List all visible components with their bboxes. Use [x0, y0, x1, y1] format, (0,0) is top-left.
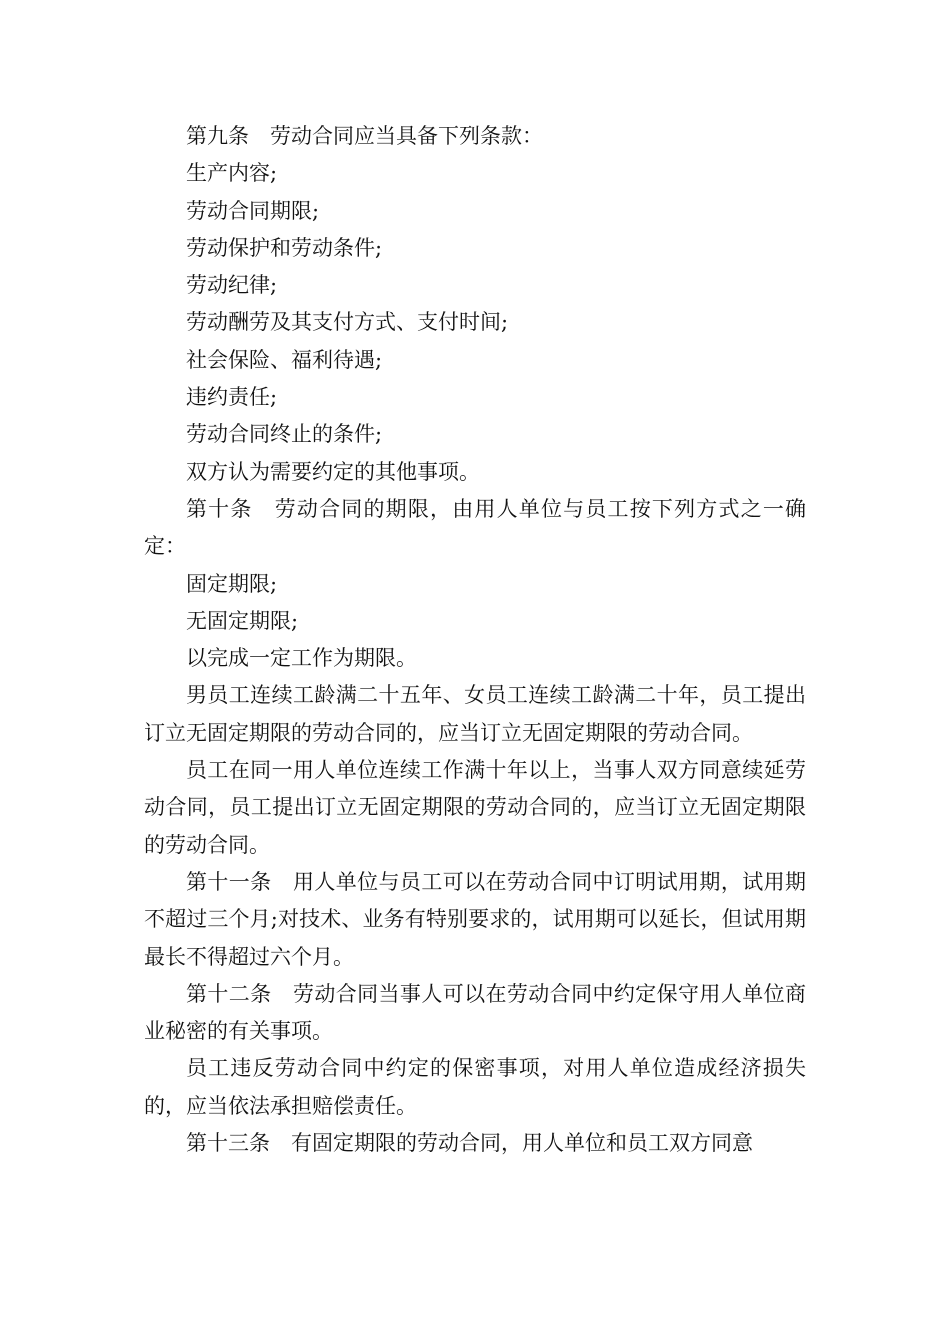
list-item	[144, 193, 806, 230]
paragraph-text: 社会保险、福利待遇;	[186, 347, 383, 372]
paragraph-text: 劳动合同的期限，由用人单位与员工按下列方式之一确定：	[144, 496, 807, 559]
paragraph-article-9	[144, 118, 806, 155]
list-item	[144, 566, 806, 603]
paragraph-text: 劳动合同当事人可以在劳动合同中约定保守用人单位商业秘密的有关事项。	[144, 981, 807, 1044]
article-heading: 第十三条	[186, 1131, 270, 1156]
list-item	[144, 454, 806, 491]
article-heading: 第十条	[186, 496, 253, 521]
paragraph-text: 劳动纪律;	[186, 273, 278, 298]
paragraph-text: 违约责任;	[186, 385, 278, 410]
paragraph-text: 有固定期限的劳动合同，用人单位和员工双方同意	[291, 1131, 753, 1156]
paragraph-text: 用人单位与员工可以在劳动合同中订明试用期，试用期不超过三个月;对技术、业务有特别要求的，试用期可以延长，但试用期最长不得超过六个月。	[144, 869, 807, 969]
list-item	[144, 267, 806, 304]
paragraph-text: 员工在同一用人单位连续工作满十年以上，当事人双方同意续延劳动合同，员工提出订立无固定期限的劳动合同的，应当订立无固定期限的劳动合同。	[144, 758, 806, 857]
list-item	[144, 230, 806, 267]
list-item	[144, 603, 806, 640]
paragraph	[144, 752, 806, 864]
article-heading: 第十二条	[186, 981, 272, 1006]
paragraph-article-12	[144, 976, 806, 1051]
list-item	[144, 379, 806, 416]
paragraph	[144, 677, 806, 752]
paragraph-article-11	[144, 864, 806, 976]
list-item	[144, 416, 806, 453]
paragraph-text: 男员工连续工龄满二十五年、女员工连续工龄满二十年，员工提出订立无固定期限的劳动合同的，应当订立无固定期限的劳动合同。	[144, 683, 806, 745]
paragraph-text: 无固定期限;	[186, 608, 299, 633]
paragraph-text: 以完成一定工作为期限。	[186, 646, 417, 671]
list-item	[144, 155, 806, 192]
list-item	[144, 342, 806, 379]
paragraph-text: 生产内容;	[186, 161, 278, 186]
paragraph-text: 劳动合同终止的条件;	[186, 422, 383, 447]
paragraph-text: 劳动合同期限;	[186, 198, 320, 223]
paragraph-article-13	[144, 1125, 806, 1162]
paragraph-text: 固定期限;	[186, 571, 278, 596]
paragraph-text: 双方认为需要约定的其他事项。	[186, 459, 480, 484]
document-body	[144, 118, 806, 1162]
paragraph-text: 劳动酬劳及其支付方式、支付时间;	[186, 310, 509, 335]
paragraph-text: 劳动合同应当具备下列条款：	[270, 124, 543, 148]
paragraph-article-10	[144, 491, 806, 566]
paragraph	[144, 1050, 806, 1125]
list-item	[144, 304, 806, 341]
list-item	[144, 640, 806, 677]
article-heading: 第十一条	[186, 869, 272, 894]
paragraph-text: 劳动保护和劳动条件;	[186, 235, 383, 260]
paragraph-text: 员工违反劳动合同中约定的保密事项，对用人单位造成经济损失的，应当依法承担赔偿责任。	[144, 1056, 806, 1118]
article-heading: 第九条	[186, 124, 249, 148]
